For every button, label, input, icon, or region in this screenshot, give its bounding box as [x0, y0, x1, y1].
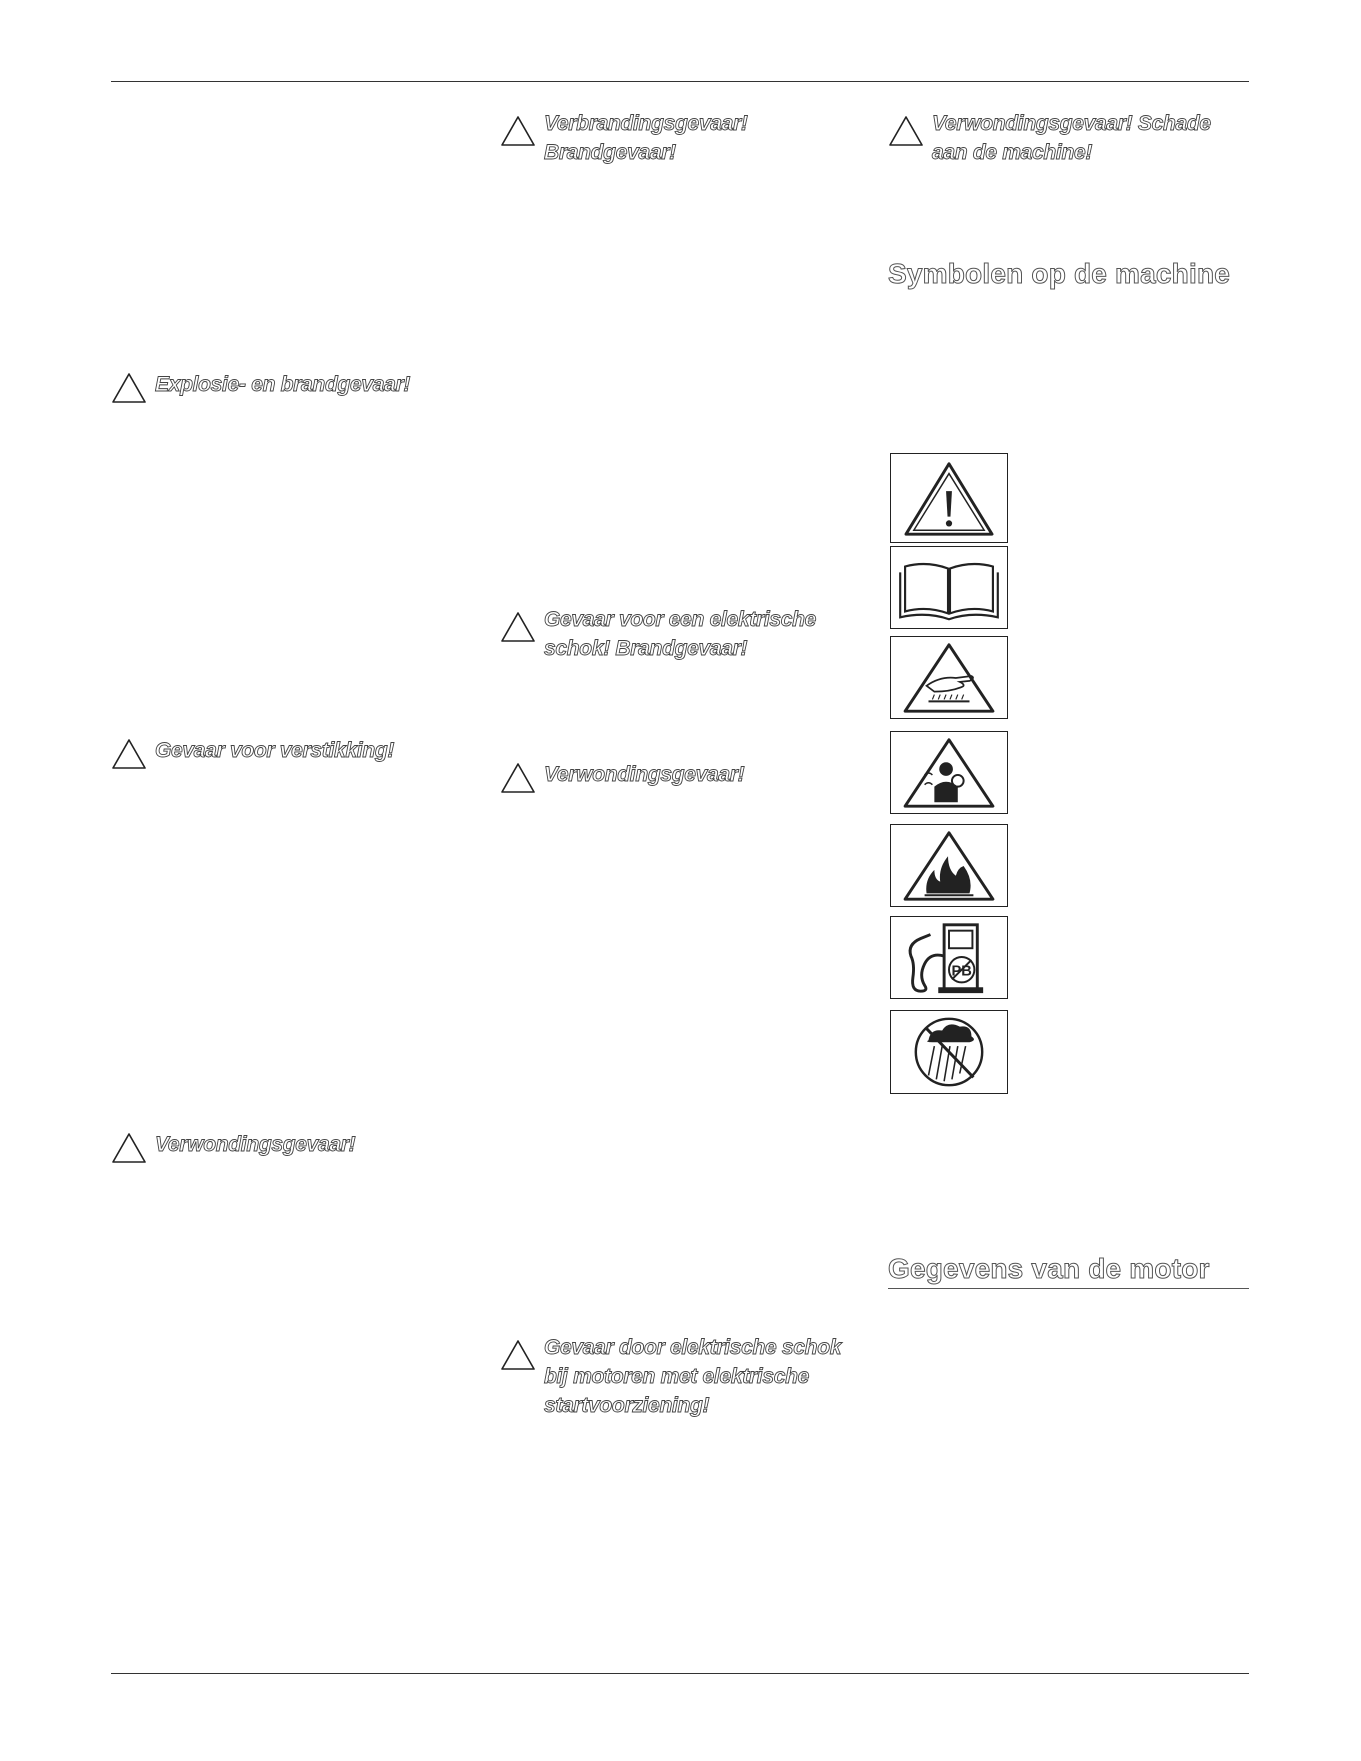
symbol-toxic-fumes: [890, 731, 1008, 814]
warning-text: Gevaar voor verstikking!: [155, 739, 395, 762]
warning-text: Verwondingsgevaar!: [155, 1133, 356, 1156]
symbol-unleaded-fuel: [890, 916, 1008, 999]
unleaded-fuel-pump-icon: [891, 917, 1007, 998]
warning-triangle-icon: [888, 115, 924, 147]
warning-text: Verwondingsgevaar!: [544, 763, 745, 786]
warning-triangle-icon: [111, 372, 147, 404]
engine-data-heading: Gegevens van de motor: [888, 1253, 1210, 1284]
warning-triangle-icon: [111, 738, 147, 770]
warning-text: Verwondingsgevaar! Schade aan de machine!: [932, 112, 1211, 164]
symbol-flammable: [890, 824, 1008, 907]
symbol-read-manual: [890, 546, 1008, 629]
warning-text: Explosie- en brandgevaar!: [155, 373, 411, 396]
hot-surface-hand-icon: [891, 637, 1007, 718]
warning-triangle-icon: [111, 1132, 147, 1164]
flammable-fire-icon: [891, 825, 1007, 906]
warning-triangle-icon: [500, 1339, 536, 1371]
symbol-hot-surface: [890, 636, 1008, 719]
warning-text: Verbrandingsgevaar! Brandgevaar!: [544, 112, 748, 164]
toxic-fumes-icon: [891, 732, 1007, 813]
warning-text: Gevaar door elektrische schok bij motoren met elektrische startvoorziening!: [544, 1336, 842, 1417]
bottom-rule: [111, 1673, 1249, 1674]
symbol-warning: [890, 453, 1008, 543]
symbol-no-rain: [890, 1010, 1008, 1094]
fuel-label: PB: [951, 963, 972, 980]
top-rule: [111, 81, 1249, 82]
engine-data-heading-underline: [888, 1288, 1249, 1289]
symbols-heading: Symbolen op de machine: [888, 258, 1231, 289]
warning-triangle-icon: [500, 115, 536, 147]
warning-triangle-icon: [500, 762, 536, 794]
warning-triangle-icon: [500, 611, 536, 643]
warning-text: Gevaar voor een elektrische schok! Brandgevaar!: [544, 608, 817, 660]
no-rain-icon: [891, 1011, 1007, 1093]
warning-exclamation-icon: [891, 454, 1007, 542]
read-manual-book-icon: [891, 547, 1007, 628]
